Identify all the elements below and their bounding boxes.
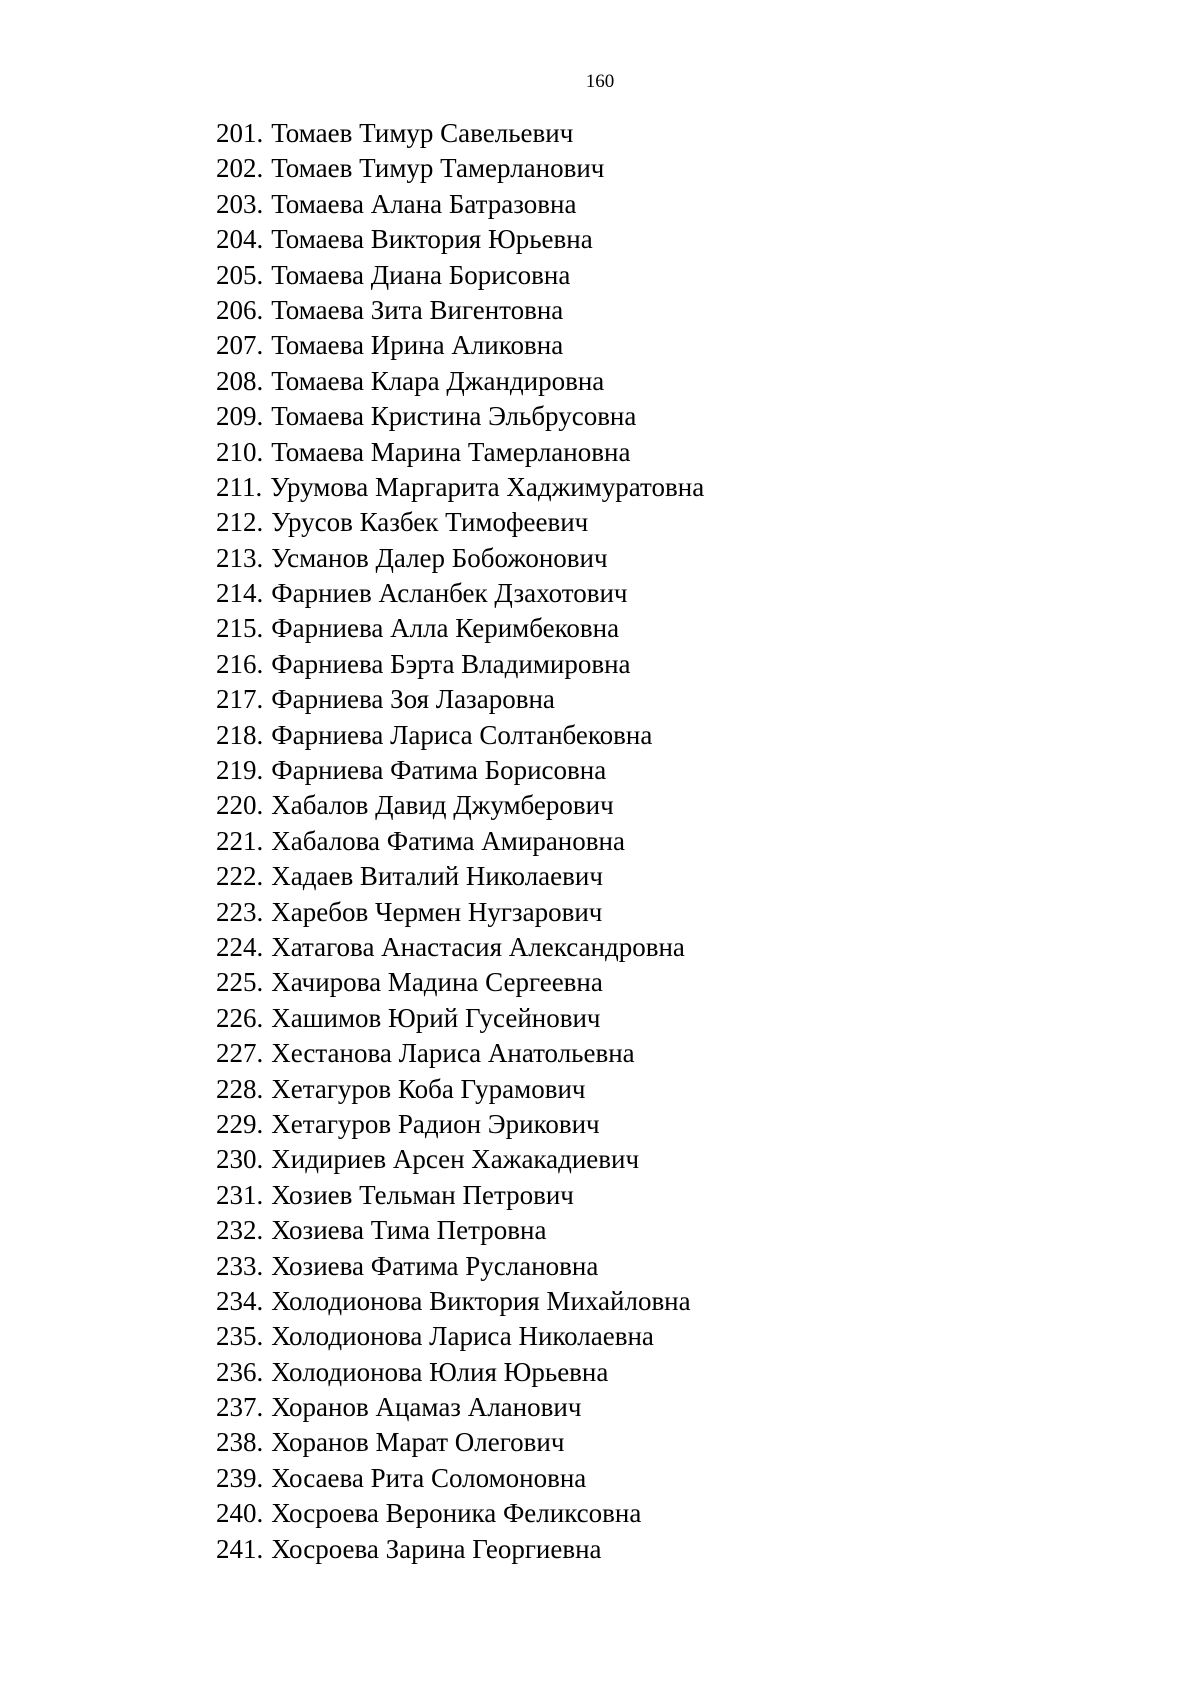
item-name: Томаева Алана Батразовна — [271, 188, 577, 219]
list-item — [216, 1355, 704, 1390]
item-number: 205. — [216, 259, 264, 290]
item-number: 230. — [216, 1144, 264, 1175]
item-name: Томаева Зита Вигентовна — [271, 294, 564, 325]
item-name: Фарниев Асланбек Дзахотович — [271, 578, 628, 609]
item-name: Фарниева Алла Керимбековна — [271, 613, 620, 644]
list-item — [216, 364, 704, 399]
item-number: 211. — [216, 471, 263, 502]
item-number: 216. — [216, 648, 264, 679]
item-name: Хабалов Давид Джумберович — [271, 790, 614, 821]
list-item — [216, 1213, 704, 1248]
item-number: 223. — [216, 896, 264, 927]
item-number: 215. — [216, 613, 264, 644]
list-item — [216, 1496, 704, 1531]
item-number: 229. — [216, 1108, 264, 1139]
item-number: 232. — [216, 1215, 264, 1246]
page-number: 160 — [585, 71, 615, 92]
item-name: Хатагова Анастасия Александровна — [271, 931, 685, 962]
item-name: Хадаев Виталий Николаевич — [271, 861, 603, 892]
item-number: 231. — [216, 1179, 264, 1210]
item-name: Хестанова Лариса Анатольевна — [271, 1038, 635, 1069]
name-list — [216, 116, 704, 1567]
list-item — [216, 824, 704, 859]
item-number: 201. — [216, 118, 264, 148]
item-name: Хозиев Тельман Петрович — [271, 1179, 574, 1210]
item-name: Усманов Далер Бобожонович — [271, 542, 608, 573]
item-number: 202. — [216, 153, 264, 184]
item-number: 209. — [216, 401, 264, 432]
list-item — [216, 682, 704, 717]
item-number: 217. — [216, 684, 264, 715]
item-name: Томаев Тимур Савельевич — [271, 118, 574, 148]
item-name: Урумова Маргарита Хаджимуратовна — [270, 471, 705, 502]
item-number: 225. — [216, 967, 264, 998]
item-number: 218. — [216, 719, 264, 750]
item-name: Томаева Диана Борисовна — [271, 259, 571, 290]
item-number: 234. — [216, 1285, 264, 1316]
item-number: 237. — [216, 1392, 264, 1423]
item-name: Холодионова Виктория Михайловна — [271, 1285, 691, 1316]
item-number: 236. — [216, 1356, 264, 1387]
list-item — [216, 505, 704, 540]
item-number: 219. — [216, 755, 264, 786]
item-name: Хосроева Вероника Феликсовна — [271, 1498, 642, 1529]
item-name: Томаева Клара Джандировна — [271, 365, 605, 396]
list-item — [216, 435, 704, 470]
item-number: 208. — [216, 365, 264, 396]
item-name: Хозиева Фатима Руслановна — [271, 1250, 599, 1281]
list-item — [216, 541, 704, 576]
list-item — [216, 576, 704, 611]
item-name: Томаев Тимур Тамерланович — [271, 153, 605, 184]
list-item — [216, 222, 704, 257]
list-item — [216, 293, 704, 328]
list-item — [216, 1001, 704, 1036]
list-item — [216, 1390, 704, 1425]
item-name: Холодионова Юлия Юрьевна — [271, 1356, 609, 1387]
item-name: Фарниева Фатима Борисовна — [271, 755, 607, 786]
item-name: Фарниева Лариса Солтанбековна — [271, 719, 653, 750]
item-number: 239. — [216, 1462, 264, 1493]
item-name: Хоранов Марат Олегович — [271, 1427, 565, 1458]
item-name: Фарниева Зоя Лазаровна — [271, 684, 555, 715]
item-number: 210. — [216, 436, 264, 467]
item-name: Томаева Кристина Эльбрусовна — [271, 401, 637, 432]
list-item — [216, 895, 704, 930]
item-name: Хосаева Рита Соломоновна — [271, 1462, 587, 1493]
item-number: 233. — [216, 1250, 264, 1281]
item-name: Томаева Ирина Аликовна — [271, 330, 564, 361]
list-item — [216, 1107, 704, 1142]
list-item — [216, 1178, 704, 1213]
list-item — [216, 1425, 704, 1460]
item-number: 204. — [216, 224, 264, 255]
item-name: Фарниева Бэрта Владимировна — [271, 648, 631, 679]
list-item — [216, 470, 704, 505]
item-number: 227. — [216, 1038, 264, 1069]
item-name: Хоранов Ацамаз Аланович — [271, 1392, 582, 1423]
list-item — [216, 930, 704, 965]
item-name: Хетагуров Радион Эрикович — [271, 1108, 600, 1139]
item-name: Холодионова Лариса Николаевна — [271, 1321, 654, 1352]
item-name: Урусов Казбек Тимофеевич — [271, 507, 589, 538]
list-item — [216, 399, 704, 434]
list-item — [216, 1072, 704, 1107]
item-number: 235. — [216, 1321, 264, 1352]
item-name: Харебов Чермен Нугзарович — [271, 896, 603, 927]
item-name: Томаева Марина Тамерлановна — [271, 436, 631, 467]
list-item — [216, 258, 704, 293]
item-number: 220. — [216, 790, 264, 821]
list-item — [216, 611, 704, 646]
item-number: 221. — [216, 825, 264, 856]
list-item — [216, 788, 704, 823]
list-item — [216, 187, 704, 222]
list-item — [216, 647, 704, 682]
item-number: 238. — [216, 1427, 264, 1458]
item-number: 241. — [216, 1533, 264, 1564]
item-name: Томаева Виктория Юрьевна — [271, 224, 593, 255]
item-number: 203. — [216, 188, 264, 219]
item-name: Хозиева Тима Петровна — [271, 1215, 547, 1246]
item-number: 213. — [216, 542, 264, 573]
item-number: 226. — [216, 1002, 264, 1033]
list-item — [216, 1142, 704, 1177]
item-number: 228. — [216, 1073, 264, 1104]
item-name: Хосроева Зарина Георгиевна — [271, 1533, 602, 1564]
list-item — [216, 116, 704, 151]
list-item — [216, 718, 704, 753]
item-number: 206. — [216, 294, 264, 325]
list-item — [216, 965, 704, 1000]
list-item — [216, 753, 704, 788]
item-name: Хетагуров Коба Гурамович — [271, 1073, 586, 1104]
item-number: 222. — [216, 861, 264, 892]
list-item — [216, 859, 704, 894]
item-number: 207. — [216, 330, 264, 361]
list-item — [216, 328, 704, 363]
item-number: 212. — [216, 507, 264, 538]
list-item — [216, 1284, 704, 1319]
item-name: Хачирова Мадина Сергеевна — [271, 967, 603, 998]
item-number: 214. — [216, 578, 264, 609]
list-item — [216, 1532, 704, 1567]
list-item — [216, 1249, 704, 1284]
item-name: Хашимов Юрий Гусейнович — [271, 1002, 601, 1033]
item-number: 240. — [216, 1498, 264, 1529]
list-item — [216, 1036, 704, 1071]
item-name: Хабалова Фатима Амирановна — [271, 825, 625, 856]
list-item — [216, 151, 704, 186]
list-item — [216, 1461, 704, 1496]
item-name: Хидириев Арсен Хажакадиевич — [271, 1144, 640, 1175]
item-number: 224. — [216, 931, 264, 962]
list-item — [216, 1319, 704, 1354]
